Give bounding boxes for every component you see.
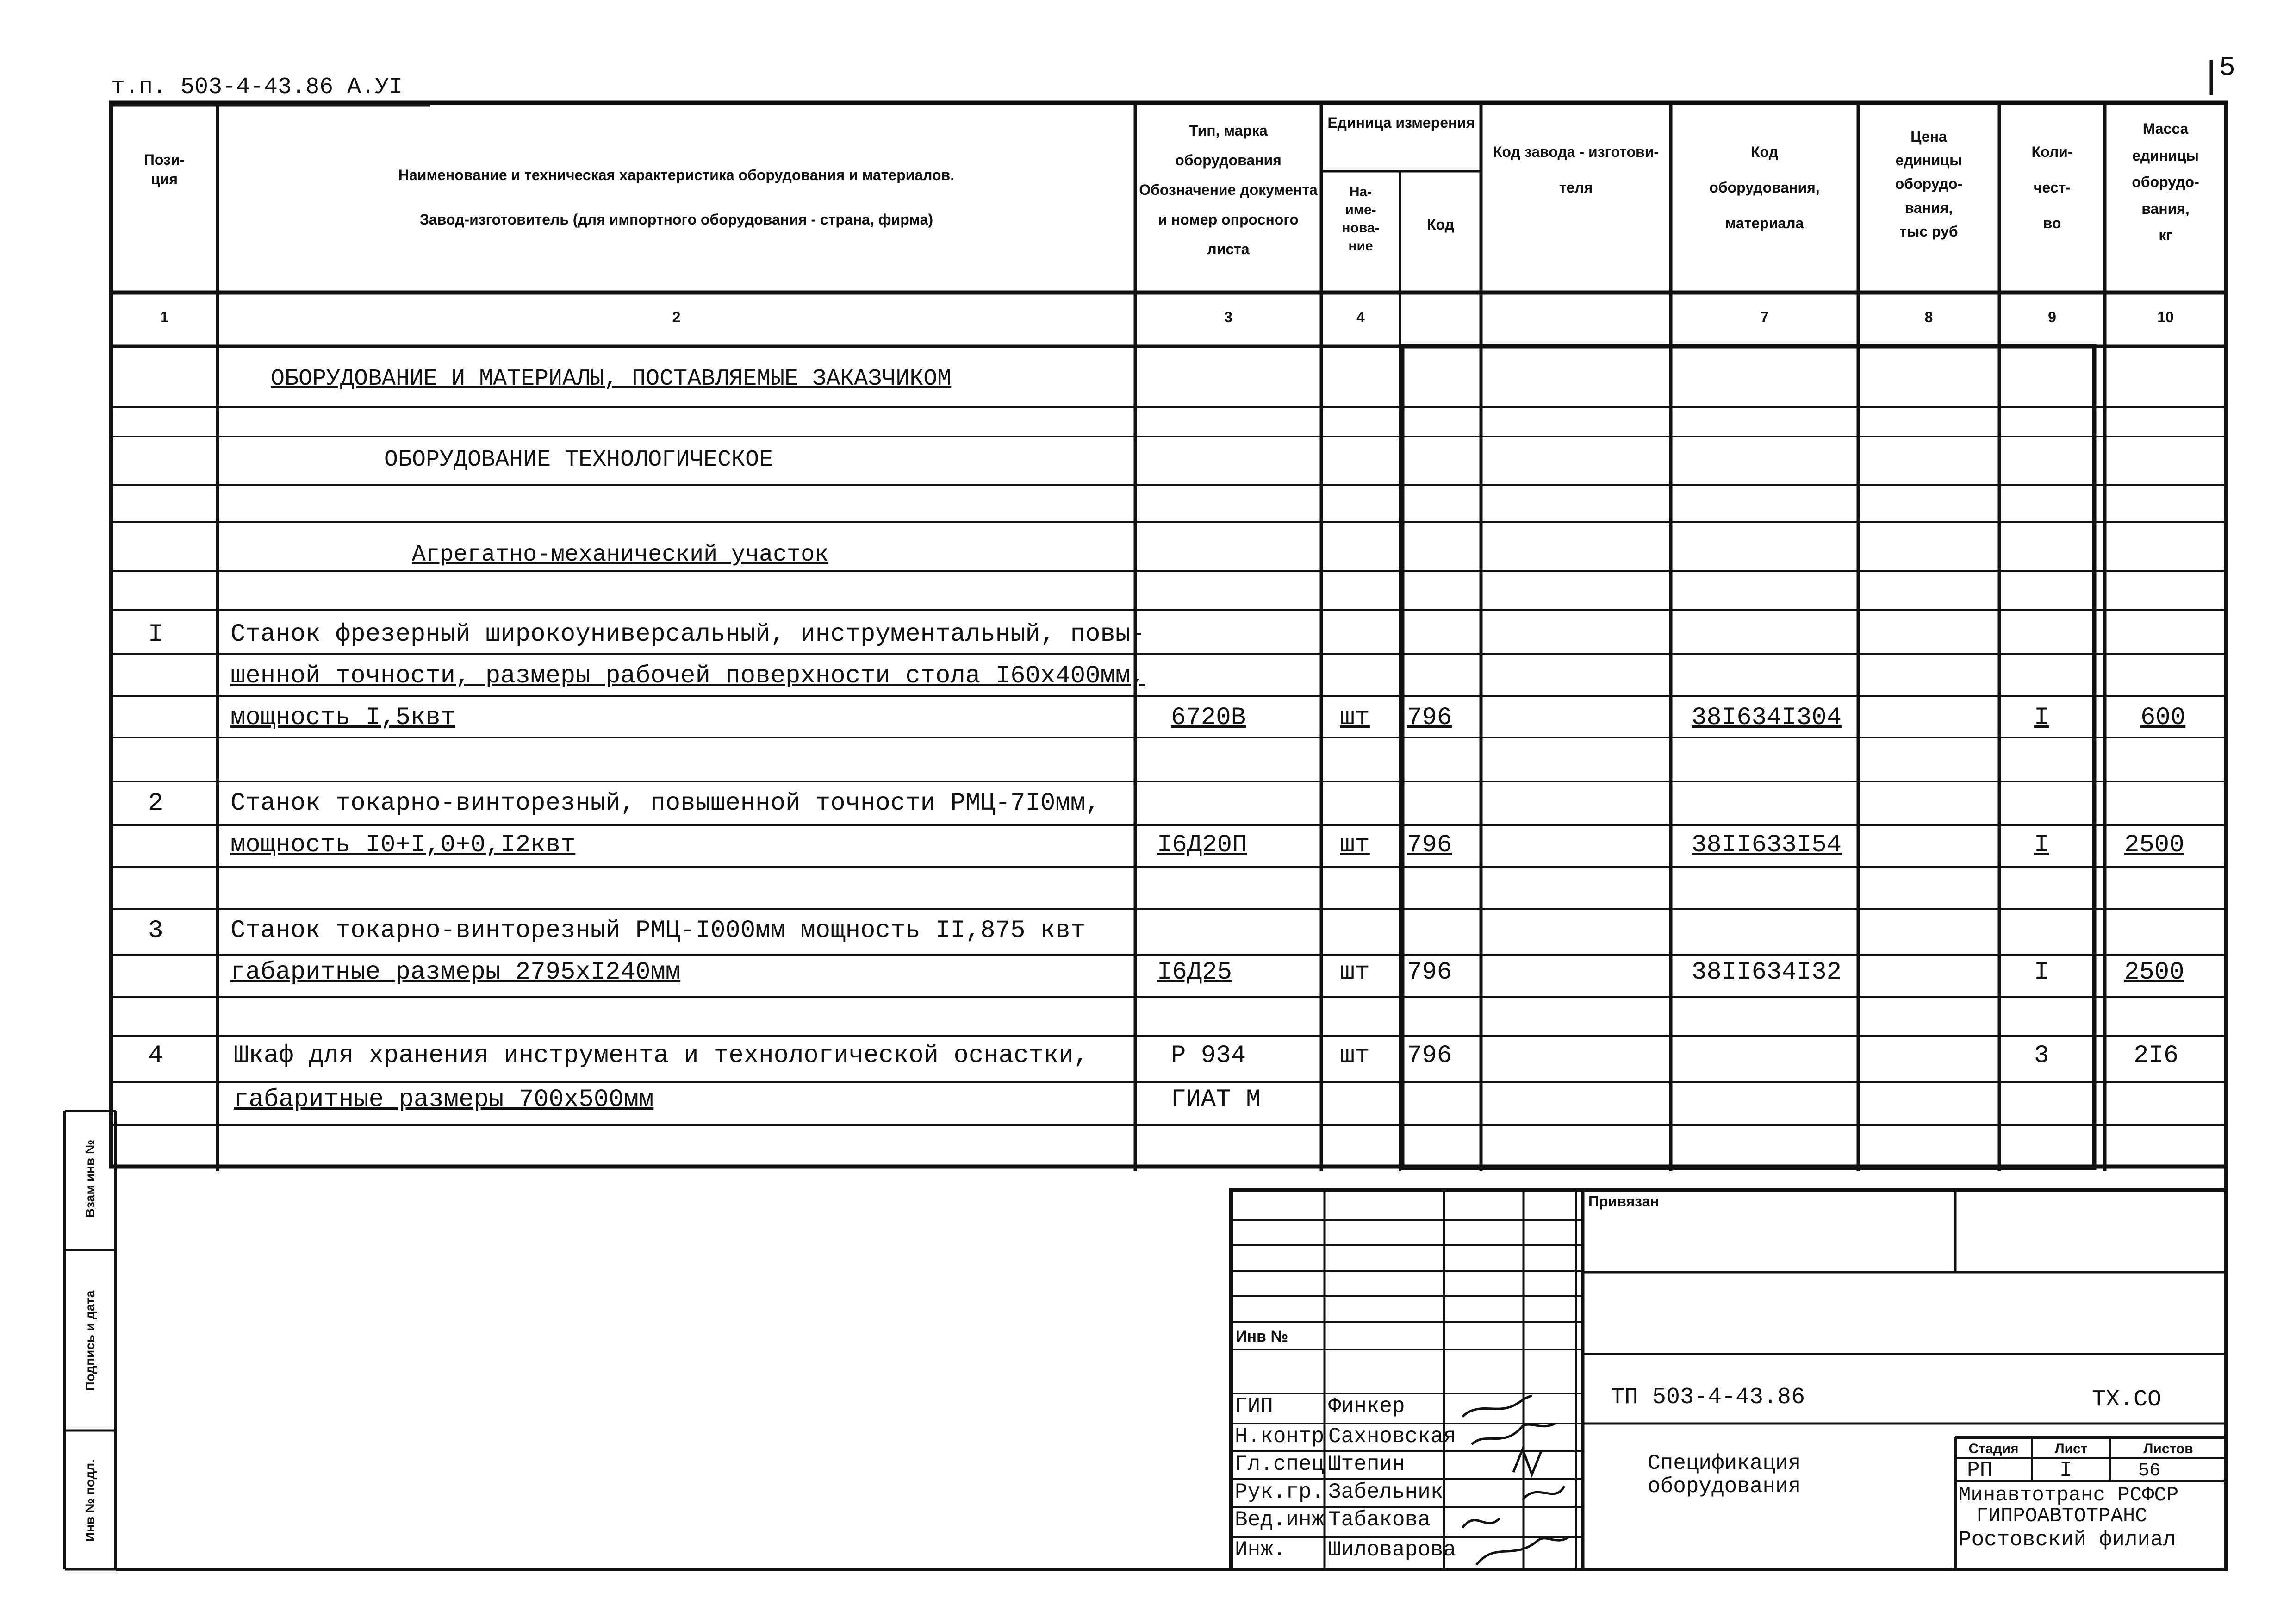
item-mass: 600 <box>2140 704 2186 732</box>
title-doc-name-2: оборудования <box>1648 1474 1801 1499</box>
item-type: 6720В <box>1171 704 1246 732</box>
item-pos: 2 <box>148 789 163 818</box>
item-qty: I <box>2034 958 2049 987</box>
side-label-vzam: Взам инв № <box>83 1139 97 1218</box>
org-3: Ростовский филиал <box>1959 1528 2176 1552</box>
col-header-price: Цена единицы оборудо- вания, тыс руб <box>1895 128 1963 240</box>
sheet-label: Лист <box>2054 1441 2088 1456</box>
section-main: ОБОРУДОВАНИЕ И МАТЕРИАЛЫ, ПОСТАВЛЯЕМЫЕ ЗАКАЗЧИКОМ <box>271 366 952 392</box>
item-type: I6Д25 <box>1157 958 1232 987</box>
signatures <box>1444 1393 1583 1569</box>
col-header-unit-code: Код <box>1427 216 1454 233</box>
item-unit-code: 796 <box>1407 704 1452 732</box>
item-unit-code: 796 <box>1407 1042 1452 1070</box>
item-mass: 2500 <box>2124 831 2184 859</box>
col-header-unit-name: На- име- нова- ние <box>1342 184 1380 254</box>
name-3: Штепин <box>1328 1452 1405 1476</box>
col-header-pos: Пози- ция <box>143 151 185 187</box>
col-num: 10 <box>2157 309 2174 325</box>
col-header-unit: Единица измерения <box>1327 114 1475 131</box>
item-code: 38I634I304 <box>1692 704 1842 732</box>
col-num: 3 <box>1224 309 1232 325</box>
title-sheet-code: ТХ.СО <box>2092 1387 2162 1413</box>
col-num: 8 <box>1924 309 1933 325</box>
title-doc-name-1: Спецификация <box>1648 1451 1801 1475</box>
item-line: шенной точности, размеры рабочей поверхности стола I60х400мм, <box>230 662 1145 690</box>
item-line: Станок токарно-винторезный, повышенной точности РМЦ-7I0мм, <box>230 789 1101 818</box>
item-unit: шт <box>1340 704 1370 732</box>
role-inzh: Инж. <box>1235 1538 1286 1562</box>
title-doc-code: ТП 503-4-43.86 <box>1611 1384 1805 1411</box>
item-line: Станок фрезерный широкоуниверсальный, инструментальный, повы- <box>230 620 1145 649</box>
stage-value: РП <box>1967 1458 1993 1482</box>
item-unit: шт <box>1340 831 1370 859</box>
side-label-signature: Подпись и дата <box>83 1290 97 1391</box>
col-num: 4 <box>1356 309 1365 325</box>
col-header-mass: Масса единицы оборудо- вания, кг <box>2132 120 2199 244</box>
item-unit: шт <box>1340 958 1370 987</box>
name-4: Забельник <box>1328 1480 1444 1504</box>
sheets-value: 56 <box>2138 1461 2161 1481</box>
item-line: Станок токарно-винторезный РМЦ-I000мм мощность II,875 квт <box>230 917 1086 945</box>
item-qty: 3 <box>2034 1042 2049 1070</box>
sheet-value: I <box>2060 1458 2072 1482</box>
role-nkontr: Н.контр <box>1235 1424 1325 1449</box>
role-rukgr: Рук.гр. <box>1235 1480 1325 1504</box>
col-header-code: Код оборудования, материала <box>1709 144 1820 231</box>
role-gip: ГИП <box>1235 1394 1273 1418</box>
col-header-name: Наименование и техническая характеристика оборудования и материалов. Завод-изготовитель (для импортного оборудования - страна, фирма) <box>398 167 955 228</box>
item-pos: 4 <box>148 1042 163 1070</box>
org-1: Минавтотранс РСФСР <box>1959 1484 2179 1507</box>
col-header-qty: Коли- чест- во <box>2031 144 2073 231</box>
item-unit-code: 796 <box>1407 958 1452 987</box>
section-area: Агрегатно-механический участок <box>412 542 829 568</box>
item-line: Шкаф для хранения инструмента и технологической оснастки, <box>234 1042 1089 1070</box>
item-code: 38II633I54 <box>1692 831 1842 859</box>
role-glspec: Гл.спец <box>1235 1452 1325 1476</box>
item-qty: I <box>2034 831 2049 859</box>
side-label-inv-podl: Инв № подл. <box>83 1459 97 1542</box>
item-pos: 3 <box>148 917 163 945</box>
item-line: мощность I0+I,0+0,I2квт <box>230 831 576 859</box>
col-num: 7 <box>1760 309 1769 325</box>
name-5: Табакова <box>1328 1508 1431 1532</box>
item-pos: I <box>148 620 163 649</box>
item-line: габаритные размеры 2795хI240мм <box>230 958 681 987</box>
name-6: Шиловарова <box>1328 1538 1456 1562</box>
name-2: Сахновская <box>1328 1424 1456 1449</box>
item-type2: ГИАТ М <box>1171 1086 1261 1114</box>
name-1: Финкер <box>1328 1394 1405 1418</box>
org-2: ГИПРОАВТОТРАНС <box>1976 1505 2147 1528</box>
doc-code-top: т.п. 503-4-43.86 А.УI <box>111 74 403 100</box>
item-qty: I <box>2034 704 2049 732</box>
item-type: Р 934 <box>1171 1042 1246 1070</box>
item-mass: 2500 <box>2124 958 2184 987</box>
sheets-label: Листов <box>2143 1441 2193 1456</box>
inv-no-label: Инв № <box>1236 1328 1288 1345</box>
col-header-maker: Код завода - изготови- теля <box>1493 144 1659 196</box>
col-header-type: Тип, марка оборудования Обозначение документа и номер опросного листа <box>1139 122 1318 257</box>
page-number: 5 <box>2219 53 2235 83</box>
role-vedinzh: Вед.инж <box>1235 1508 1325 1532</box>
stage-label: Стадия <box>1968 1441 2019 1456</box>
item-mass: 2I6 <box>2134 1042 2179 1070</box>
section-sub: ОБОРУДОВАНИЕ ТЕХНОЛОГИЧЕСКОЕ <box>384 447 773 473</box>
item-unit-code: 796 <box>1407 831 1452 859</box>
col-num: 1 <box>160 309 168 325</box>
item-line: мощность I,5квт <box>230 704 456 732</box>
privyazan-label: Привязан <box>1588 1193 1659 1210</box>
col-num: 9 <box>2048 309 2056 325</box>
col-num: 2 <box>672 309 681 325</box>
item-type: I6Д20П <box>1157 831 1247 859</box>
item-line: габаритные размеры 700х500мм <box>234 1086 654 1114</box>
item-unit: шт <box>1340 1042 1370 1070</box>
item-code: 38II634I32 <box>1692 958 1842 987</box>
